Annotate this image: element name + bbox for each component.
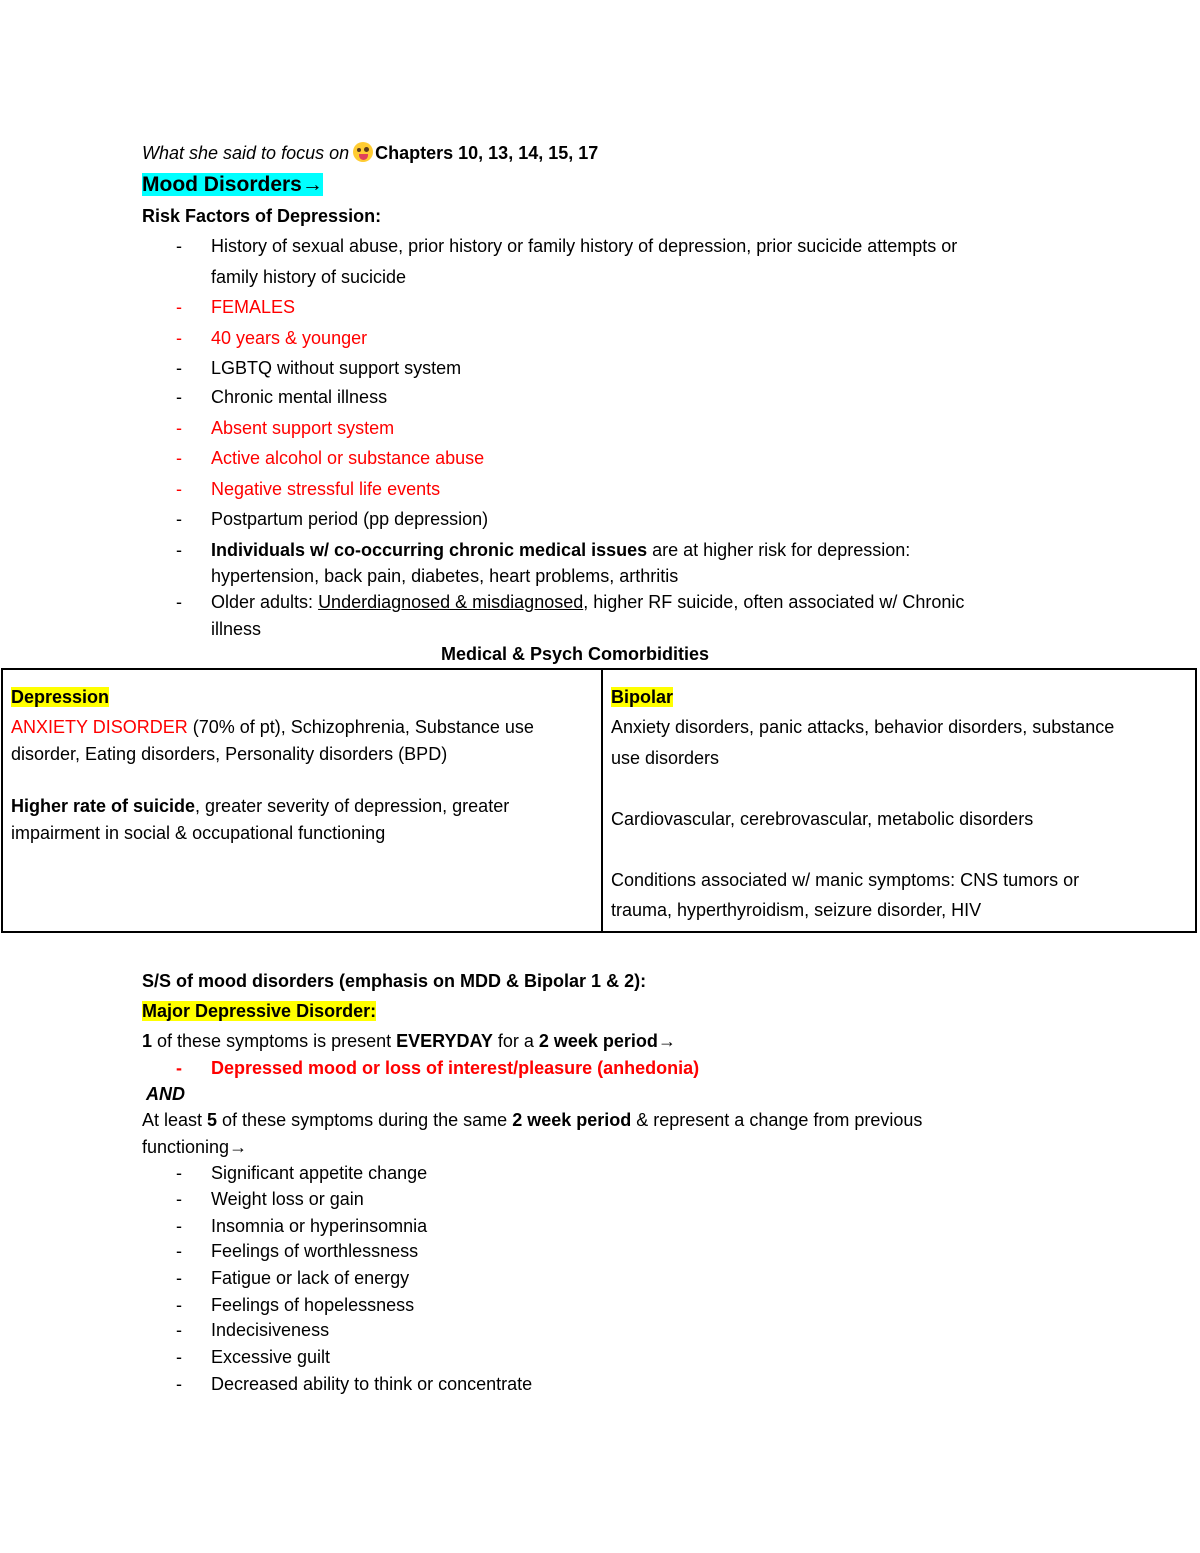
risk-item-individuals-cont: hypertension, back pain, diabetes, heart problems, arthritis [211, 566, 679, 586]
symptom-item: Weight loss or gain [211, 1189, 364, 1209]
depression-heading: Depression [11, 687, 110, 707]
risk-item-chronic: Chronic mental illness [211, 387, 388, 407]
symptom-item: Feelings of hopelessness [211, 1295, 415, 1315]
ss-heading: S/S of mood disorders (emphasis on MDD & Bipolar 1 & 2): [142, 971, 647, 991]
risk-item-females: FEMALES [211, 297, 296, 317]
depressed-mood-item: Depressed mood or loss of interest/pleasure (anhedonia) [211, 1058, 700, 1078]
depression-line-3: Higher rate of suicide, greater severity of depression, greater [11, 796, 510, 816]
bipolar-line-1: Anxiety disorders, panic attacks, behavior disorders, substance [611, 717, 1115, 737]
document-page: What she said to focus on Chapters 10, 13, 14, 15, 17 Mood Disorders→ Risk Factors of Depression: - History of sexual abuse, prior history or family history of depression, prior sucicide attempts or family history of sucicide - FEMALES - 40 years & younger - LGBTQ without support system - Chronic mental illness - Absent support system - Active alcohol or substance abuse - Negative stressful life events - Postpartum period (pp depression) - Individuals w/ co-occurring chronic medical issues are at higher risk for depression: hypertension, back pain, diabetes, heart problems, arthritis - Older adults: Underdiagnosed & misdiagnosed, higher RF suicide, often associated w/ Chronic illness Medical & Psych Comorbidities Depression ANXIETY DISORDER (70% of pt), Schizophrenia, Substance use disorder, Eating disorders, Personality disorders (BPD) Higher rate of suicide, greater severity of depression, greater impairment in social & occupational functioning Bipolar Anxiety disorders, panic attacks, behavior disorders, substance use disorders Cardiovascular, cerebrovascular, metabolic disorders Conditions associated w/ manic symptoms: CNS tumors or trauma, hyperthyroidism, seizure disorder, HIV S/S of mood disorders (emphasis on MDD & Bipolar 1 & 2): Major Depressive Disorder: 1 of these symptoms is present EVERYDAY for a 2 week period→ - Depressed mood or loss of interest/pleasure (anhedonia) AND At least 5 of these symptoms during the same 2 week period & represent a change from previous functioning→ - Significant appetite change - Weight loss or gain - Insomnia or hyperinsomnia - Feelings of worthlessness - Fatigue or lack of energy - Feelings of hopelessness - Indecisiveness - Excessive guilt - Decreased ability to think or concentrate [0, 0, 1200, 1553]
symptom-item: Significant appetite change [211, 1163, 428, 1183]
risk-item-1-cont: family history of sucicide [211, 267, 407, 287]
mood-disorders-title [142, 173, 323, 197]
risk-factors-heading: Risk Factors of Depression: [142, 206, 382, 226]
symptom-item: Insomnia or hyperinsomnia [211, 1216, 428, 1236]
symptom-item: Fatigue or lack of energy [211, 1268, 410, 1288]
and-text: AND [146, 1084, 185, 1104]
risk-item-stressful: Negative stressful life events [211, 479, 441, 499]
table-divider [601, 670, 603, 931]
risk-item-age: 40 years & younger [211, 328, 368, 348]
mdd-heading: Major Depressive Disorder: [142, 1001, 377, 1021]
risk-item-substance: Active alcohol or substance abuse [211, 448, 485, 468]
risk-item-postpartum: Postpartum period (pp depression) [211, 509, 489, 529]
focus-line [142, 142, 598, 164]
symptom-item: Feelings of worthlessness [211, 1241, 419, 1261]
bipolar-line-5: trauma, hyperthyroidism, seizure disorder, HIV [611, 900, 982, 920]
risk-item-individuals: Individuals w/ co-occurring chronic medical issues are at higher risk for depression: [211, 540, 911, 560]
risk-item-older-adults: Older adults: Underdiagnosed & misdiagnosed, higher RF suicide, often associated w/ Chronic [211, 592, 965, 612]
focus-prefix: What she said to focus on [142, 143, 350, 163]
five-symptoms-line: At least 5 of these symptoms during the same 2 week period & represent a change from previous [142, 1110, 923, 1130]
bipolar-line-3: Cardiovascular, cerebrovascular, metabolic disorders [611, 809, 1034, 829]
risk-item-lgbtq: LGBTQ without support system [211, 358, 462, 378]
zany-face-emoji-icon [353, 142, 373, 162]
symptom-item: Decreased ability to think or concentrate [211, 1374, 533, 1394]
depression-line-1: ANXIETY DISORDER (70% of pt), Schizophrenia, Substance use [11, 717, 534, 737]
mood-disorders-heading: Mood Disorders→ [142, 173, 323, 196]
one-symptom-line: 1 of these symptoms is present EVERYDAY for a 2 week period→ [142, 1031, 676, 1051]
risk-item-older-adults-cont: illness [211, 619, 262, 639]
symptom-item: Indecisiveness [211, 1320, 330, 1340]
depression-line-4: impairment in social & occupational functioning [11, 823, 386, 843]
risk-item-absent-support: Absent support system [211, 418, 395, 438]
risk-item-1: History of sexual abuse, prior history or family history of depression, prior sucicide attempts or [211, 236, 958, 256]
comorbidities-table [1, 668, 1197, 933]
bipolar-line-4: Conditions associated w/ manic symptoms: CNS tumors or [611, 870, 1080, 890]
symptom-item: Excessive guilt [211, 1347, 331, 1367]
bipolar-line-2: use disorders [611, 748, 720, 768]
five-symptoms-line-cont: functioning→ [142, 1137, 248, 1157]
depression-line-2: disorder, Eating disorders, Personality disorders (BPD) [11, 744, 448, 764]
bipolar-heading: Bipolar [611, 687, 674, 707]
comorbidities-title: Medical & Psych Comorbidities [440, 644, 710, 664]
chapters-text: Chapters 10, 13, 14, 15, 17 [375, 143, 599, 163]
